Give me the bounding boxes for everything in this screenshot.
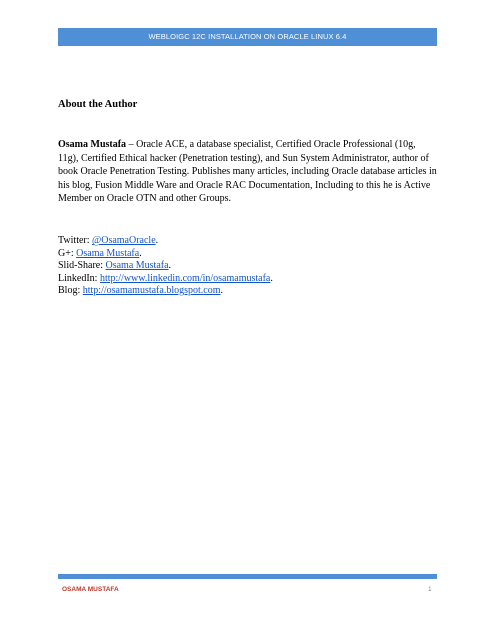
twitter-suffix: .: [155, 235, 159, 246]
contact-links: [58, 235, 438, 298]
page-header: WEBLOIGC 12C INSTALLATION ON ORACLE LINUX 6.4: [58, 28, 437, 46]
linkedin-line: [58, 273, 438, 286]
page-number: 1: [428, 586, 432, 593]
linkedin-label: LinkedIn:: [58, 272, 100, 284]
footer-rule: [58, 574, 437, 579]
blog-suffix: .: [220, 285, 223, 296]
gplus-link[interactable]: Osama Mustafa: [76, 247, 140, 259]
author-bio-text: – Oracle ACE, a database specialist, Certified Oracle Professional (10g, 11g), Certified Ethical hacker (Penetration testing), and Sun System Administrator, author of book Oracle Penetration Testing. Publishes many articles, including Oracle database articles in his blog, Fusion Middle Ware and Oracle RAC Documentation, Including to this he is Active Member on Oracle OTN and other Groups.: [58, 139, 437, 204]
linkedin-link[interactable]: http://www.linkedin.com/in/osamamustafa: [99, 272, 271, 284]
twitter-link[interactable]: @OsamaOracle: [92, 235, 156, 246]
gplus-line: [58, 248, 438, 261]
author-name: Osama Mustafa: [58, 139, 127, 150]
slideshare-line: [58, 260, 438, 273]
blog-line: [58, 285, 438, 298]
slideshare-suffix: .: [168, 260, 172, 271]
slideshare-link[interactable]: Osama Mustafa: [105, 260, 169, 271]
gplus-label: G+:: [58, 247, 77, 259]
blog-link[interactable]: http://osamamustafa.blogspot.com: [82, 285, 221, 296]
section-title: About the Author: [58, 99, 138, 110]
twitter-line: [58, 235, 438, 248]
blog-label: Blog:: [58, 285, 83, 296]
slideshare-label: Slid-Share:: [58, 260, 106, 271]
linkedin-suffix: .: [270, 272, 273, 284]
author-bio: [58, 138, 438, 206]
footer-author-name: OSAMA MUSTAFA: [62, 586, 119, 593]
gplus-suffix: .: [139, 247, 142, 259]
twitter-label: Twitter:: [58, 235, 93, 246]
